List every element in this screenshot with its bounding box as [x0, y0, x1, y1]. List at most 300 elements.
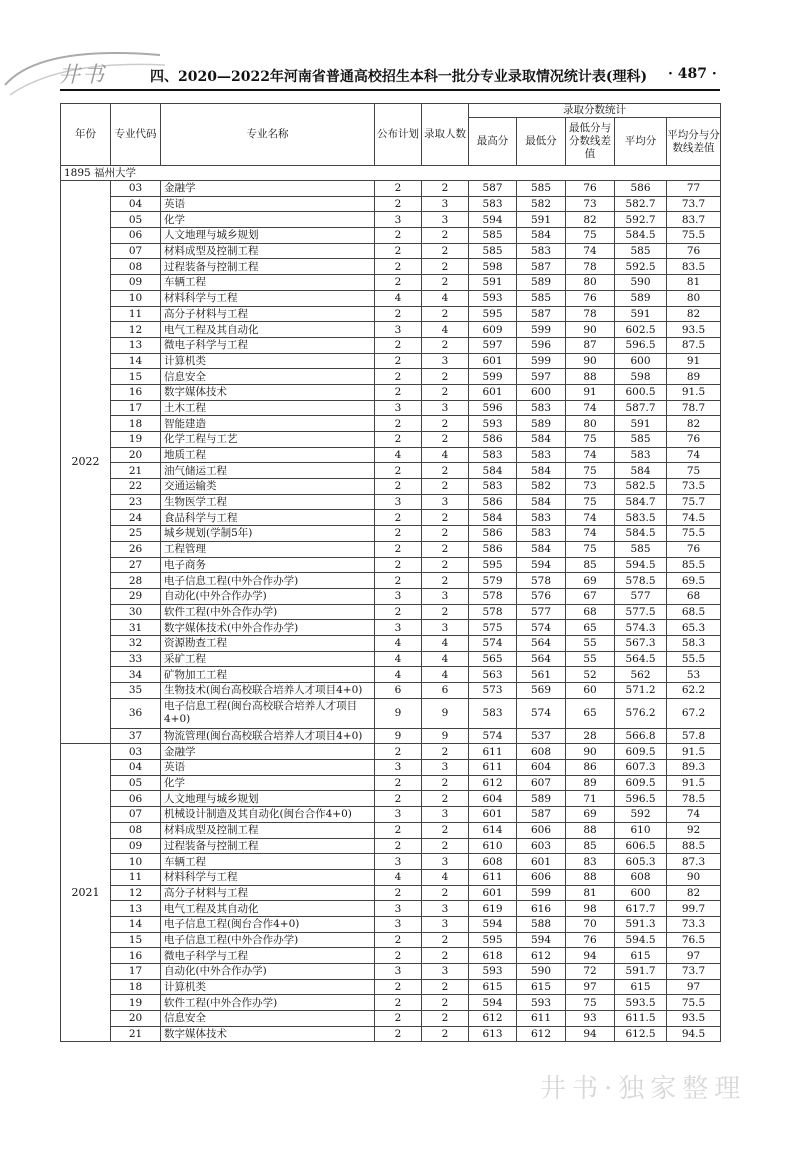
- cell-code: 15: [111, 369, 161, 385]
- cell-code: 37: [111, 728, 161, 744]
- cell-min: 612: [517, 948, 566, 964]
- cell-name: 数字媒体技术: [161, 1026, 375, 1042]
- cell-avg: 574.3: [615, 620, 667, 636]
- cell-name: 矿物加工工程: [161, 667, 375, 683]
- cell-name: 过程装备与控制工程: [161, 838, 375, 854]
- cell-name: 英语: [161, 760, 375, 776]
- cell-min-diff: 75: [566, 995, 615, 1011]
- table-row: [61, 510, 721, 526]
- table-row: [61, 1011, 721, 1027]
- cell-avg: 610: [615, 822, 667, 838]
- cell-min-diff: 76: [566, 290, 615, 306]
- cell-avg: 615: [615, 948, 667, 964]
- cell-avg-diff: 91: [667, 353, 721, 369]
- cell-max: 619: [469, 901, 517, 917]
- cell-code: 10: [111, 290, 161, 306]
- cell-plan: 2: [375, 573, 422, 589]
- table-row: [61, 995, 721, 1011]
- cell-plan: 3: [375, 901, 422, 917]
- cell-plan: 2: [375, 604, 422, 620]
- table-row: [61, 728, 721, 744]
- cell-admitted: 3: [422, 964, 469, 980]
- cell-avg-diff: 78.5: [667, 791, 721, 807]
- cell-avg: 600: [615, 353, 667, 369]
- year-cell: 2022: [61, 181, 111, 744]
- table-row: [61, 306, 721, 322]
- cell-avg: 584: [615, 463, 667, 479]
- cell-min: 574: [517, 620, 566, 636]
- cell-avg-diff: 76: [667, 432, 721, 448]
- cell-min: 597: [517, 369, 566, 385]
- cell-plan: 3: [375, 854, 422, 870]
- cell-avg: 583: [615, 447, 667, 463]
- cell-min: 589: [517, 275, 566, 291]
- cell-min: 589: [517, 416, 566, 432]
- cell-avg-diff: 75.7: [667, 494, 721, 510]
- cell-plan: 2: [375, 791, 422, 807]
- cell-max: 597: [469, 337, 517, 353]
- table-row: [61, 775, 721, 791]
- header-min: 最低分: [517, 118, 566, 166]
- cell-min-diff: 89: [566, 775, 615, 791]
- cell-code: 04: [111, 196, 161, 212]
- cell-admitted: 3: [422, 400, 469, 416]
- table-row: [61, 447, 721, 463]
- cell-plan: 3: [375, 588, 422, 604]
- cell-admitted: 2: [422, 243, 469, 259]
- cell-max: 604: [469, 791, 517, 807]
- cell-code: 25: [111, 526, 161, 542]
- cell-name: 高分子材料与工程: [161, 306, 375, 322]
- cell-min-diff: 78: [566, 259, 615, 275]
- cell-plan: 9: [375, 698, 422, 728]
- cell-min-diff: 90: [566, 322, 615, 338]
- table-row: [61, 557, 721, 573]
- cell-avg-diff: 81: [667, 275, 721, 291]
- cell-plan: 2: [375, 510, 422, 526]
- cell-name: 土木工程: [161, 400, 375, 416]
- cell-admitted: 2: [422, 744, 469, 760]
- admission-table: [60, 103, 721, 1042]
- cell-min-diff: 73: [566, 196, 615, 212]
- cell-avg-diff: 55.5: [667, 651, 721, 667]
- cell-name: 材料成型及控制工程: [161, 243, 375, 259]
- cell-plan: 3: [375, 620, 422, 636]
- cell-admitted: 3: [422, 854, 469, 870]
- cell-avg: 591: [615, 416, 667, 432]
- cell-min-diff: 74: [566, 447, 615, 463]
- cell-max: 611: [469, 869, 517, 885]
- cell-avg: 591: [615, 306, 667, 322]
- footer-watermark: 井书·独家整理: [540, 1074, 747, 1104]
- cell-name: 智能建造: [161, 416, 375, 432]
- cell-avg: 585: [615, 432, 667, 448]
- cell-max: 591: [469, 275, 517, 291]
- page-header: [0, 0, 800, 100]
- table-row: [61, 916, 721, 932]
- table-row: [61, 494, 721, 510]
- cell-min: 589: [517, 791, 566, 807]
- cell-max: 611: [469, 744, 517, 760]
- cell-max: 601: [469, 885, 517, 901]
- cell-avg: 608: [615, 869, 667, 885]
- cell-avg: 605.3: [615, 854, 667, 870]
- cell-admitted: 4: [422, 322, 469, 338]
- cell-code: 36: [111, 698, 161, 728]
- cell-min-diff: 85: [566, 838, 615, 854]
- cell-avg: 592: [615, 807, 667, 823]
- cell-max: 578: [469, 604, 517, 620]
- cell-min-diff: 88: [566, 369, 615, 385]
- table-row: [61, 337, 721, 353]
- header-name: 专业名称: [161, 104, 375, 166]
- cell-admitted: 2: [422, 932, 469, 948]
- cell-name: 信息安全: [161, 369, 375, 385]
- table-row: [61, 604, 721, 620]
- cell-plan: 4: [375, 447, 422, 463]
- cell-admitted: 2: [422, 337, 469, 353]
- cell-plan: 3: [375, 494, 422, 510]
- cell-min-diff: 72: [566, 964, 615, 980]
- cell-plan: 3: [375, 807, 422, 823]
- cell-avg-diff: 97: [667, 979, 721, 995]
- cell-code: 14: [111, 353, 161, 369]
- cell-name: 电子信息工程(中外合作办学): [161, 932, 375, 948]
- cell-avg: 567.3: [615, 635, 667, 651]
- cell-min: 576: [517, 588, 566, 604]
- cell-admitted: 2: [422, 510, 469, 526]
- cell-min: 582: [517, 479, 566, 495]
- cell-code: 21: [111, 1026, 161, 1042]
- cell-avg: 594.5: [615, 932, 667, 948]
- cell-plan: 2: [375, 775, 422, 791]
- cell-min: 603: [517, 838, 566, 854]
- cell-min-diff: 55: [566, 635, 615, 651]
- cell-code: 21: [111, 463, 161, 479]
- cell-admitted: 2: [422, 384, 469, 400]
- cell-min-diff: 80: [566, 275, 615, 291]
- table-row: [61, 196, 721, 212]
- cell-avg: 584.5: [615, 228, 667, 244]
- cell-name: 金融学: [161, 744, 375, 760]
- cell-name: 自动化(中外合作办学): [161, 964, 375, 980]
- cell-avg-diff: 76.5: [667, 932, 721, 948]
- cell-max: 610: [469, 838, 517, 854]
- cell-avg: 582.5: [615, 479, 667, 495]
- cell-min-diff: 90: [566, 353, 615, 369]
- cell-avg-diff: 82: [667, 306, 721, 322]
- cell-code: 03: [111, 744, 161, 760]
- cell-min-diff: 93: [566, 1011, 615, 1027]
- cell-max: 601: [469, 384, 517, 400]
- cell-min: 585: [517, 290, 566, 306]
- cell-avg: 602.5: [615, 322, 667, 338]
- table-row: [61, 322, 721, 338]
- cell-min-diff: 90: [566, 744, 615, 760]
- table-row: [61, 964, 721, 980]
- cell-avg: 615: [615, 979, 667, 995]
- cell-name: 车辆工程: [161, 275, 375, 291]
- cell-admitted: 2: [422, 275, 469, 291]
- cell-code: 32: [111, 635, 161, 651]
- cell-min: 569: [517, 683, 566, 699]
- cell-avg: 577.5: [615, 604, 667, 620]
- cell-avg-diff: 88.5: [667, 838, 721, 854]
- cell-min-diff: 67: [566, 588, 615, 604]
- cell-admitted: 4: [422, 651, 469, 667]
- cell-max: 583: [469, 479, 517, 495]
- cell-admitted: 2: [422, 1011, 469, 1027]
- cell-admitted: 2: [422, 557, 469, 573]
- cell-code: 30: [111, 604, 161, 620]
- cell-admitted: 6: [422, 683, 469, 699]
- table-row: [61, 526, 721, 542]
- cell-min: 583: [517, 447, 566, 463]
- cell-code: 28: [111, 573, 161, 589]
- cell-min: 587: [517, 306, 566, 322]
- cell-admitted: 2: [422, 948, 469, 964]
- cell-min: 584: [517, 432, 566, 448]
- cell-avg-diff: 87.3: [667, 854, 721, 870]
- cell-admitted: 2: [422, 775, 469, 791]
- cell-max: 586: [469, 541, 517, 557]
- cell-code: 29: [111, 588, 161, 604]
- cell-min: 599: [517, 322, 566, 338]
- cell-max: 563: [469, 667, 517, 683]
- cell-name: 数字媒体技术: [161, 384, 375, 400]
- cell-plan: 2: [375, 337, 422, 353]
- cell-admitted: 2: [422, 228, 469, 244]
- cell-min-diff: 71: [566, 791, 615, 807]
- cell-name: 自动化(中外合作办学): [161, 588, 375, 604]
- cell-name: 生物技术(闽台高校联合培养人才项目4+0): [161, 683, 375, 699]
- table-row: [61, 384, 721, 400]
- cell-admitted: 2: [422, 526, 469, 542]
- cell-max: 595: [469, 557, 517, 573]
- cell-avg-diff: 73.3: [667, 916, 721, 932]
- cell-max: 612: [469, 1011, 517, 1027]
- cell-avg-diff: 91.5: [667, 775, 721, 791]
- cell-max: 579: [469, 573, 517, 589]
- cell-avg: 589: [615, 290, 667, 306]
- cell-max: 594: [469, 212, 517, 228]
- cell-min-diff: 70: [566, 916, 615, 932]
- cell-name: 材料科学与工程: [161, 290, 375, 306]
- cell-avg-diff: 93.5: [667, 322, 721, 338]
- cell-code: 22: [111, 479, 161, 495]
- cell-plan: 2: [375, 243, 422, 259]
- cell-min: 582: [517, 196, 566, 212]
- cell-name: 高分子材料与工程: [161, 885, 375, 901]
- header-rule: [60, 89, 720, 91]
- cell-plan: 3: [375, 916, 422, 932]
- cell-avg-diff: 99.7: [667, 901, 721, 917]
- cell-name: 交通运输类: [161, 479, 375, 495]
- cell-plan: 2: [375, 1026, 422, 1042]
- cell-avg: 582.7: [615, 196, 667, 212]
- cell-min-diff: 65: [566, 698, 615, 728]
- cell-plan: 9: [375, 728, 422, 744]
- cell-min: 587: [517, 259, 566, 275]
- cell-name: 电子信息工程(中外合作办学): [161, 573, 375, 589]
- cell-name: 人文地理与城乡规划: [161, 791, 375, 807]
- cell-min: 591: [517, 212, 566, 228]
- cell-avg-diff: 97: [667, 948, 721, 964]
- cell-min: 600: [517, 384, 566, 400]
- cell-min: 593: [517, 995, 566, 1011]
- cell-avg-diff: 75.5: [667, 526, 721, 542]
- cell-max: 612: [469, 775, 517, 791]
- cell-min: 594: [517, 557, 566, 573]
- cell-min: 585: [517, 181, 566, 197]
- cell-code: 20: [111, 1011, 161, 1027]
- cell-name: 油气储运工程: [161, 463, 375, 479]
- table-row: [61, 651, 721, 667]
- cell-name: 机械设计制造及其自动化(闽台合作4+0): [161, 807, 375, 823]
- cell-name: 电子商务: [161, 557, 375, 573]
- cell-min-diff: 55: [566, 651, 615, 667]
- cell-plan: 4: [375, 869, 422, 885]
- cell-min-diff: 88: [566, 869, 615, 885]
- cell-avg-diff: 82: [667, 885, 721, 901]
- cell-name: 化学: [161, 212, 375, 228]
- cell-min-diff: 75: [566, 463, 615, 479]
- cell-max: 565: [469, 651, 517, 667]
- cell-code: 09: [111, 275, 161, 291]
- cell-name: 电气工程及其自动化: [161, 322, 375, 338]
- table-row: [61, 683, 721, 699]
- cell-min: 564: [517, 651, 566, 667]
- cell-avg-diff: 85.5: [667, 557, 721, 573]
- cell-min-diff: 69: [566, 807, 615, 823]
- cell-plan: 2: [375, 306, 422, 322]
- cell-name: 采矿工程: [161, 651, 375, 667]
- cell-avg-diff: 65.3: [667, 620, 721, 636]
- cell-name: 数字媒体技术(中外合作办学): [161, 620, 375, 636]
- cell-max: 598: [469, 259, 517, 275]
- cell-min: 574: [517, 698, 566, 728]
- cell-avg: 593.5: [615, 995, 667, 1011]
- cell-min: 594: [517, 932, 566, 948]
- cell-max: 601: [469, 353, 517, 369]
- cell-admitted: 2: [422, 979, 469, 995]
- cell-plan: 2: [375, 463, 422, 479]
- cell-plan: 2: [375, 259, 422, 275]
- table-row: [61, 463, 721, 479]
- cell-name: 金融学: [161, 181, 375, 197]
- cell-plan: 2: [375, 196, 422, 212]
- cell-avg: 571.2: [615, 683, 667, 699]
- cell-avg-diff: 89.3: [667, 760, 721, 776]
- cell-min: 588: [517, 916, 566, 932]
- cell-max: 596: [469, 400, 517, 416]
- cell-code: 27: [111, 557, 161, 573]
- cell-name: 材料成型及控制工程: [161, 822, 375, 838]
- cell-max: 595: [469, 932, 517, 948]
- cell-admitted: 3: [422, 212, 469, 228]
- cell-min-diff: 94: [566, 948, 615, 964]
- cell-avg: 612.5: [615, 1026, 667, 1042]
- cell-plan: 2: [375, 479, 422, 495]
- cell-avg: 598: [615, 369, 667, 385]
- table-row: [61, 698, 721, 728]
- header-year: 年份: [61, 104, 111, 166]
- cell-code: 03: [111, 181, 161, 197]
- cell-min-diff: 87: [566, 337, 615, 353]
- cell-code: 18: [111, 416, 161, 432]
- cell-min-diff: 83: [566, 854, 615, 870]
- cell-min-diff: 76: [566, 181, 615, 197]
- cell-avg-diff: 80: [667, 290, 721, 306]
- cell-name: 城乡规划(学制5年): [161, 526, 375, 542]
- cell-admitted: 3: [422, 494, 469, 510]
- cell-min-diff: 86: [566, 760, 615, 776]
- cell-admitted: 4: [422, 447, 469, 463]
- cell-min: 596: [517, 337, 566, 353]
- table-row: [61, 416, 721, 432]
- cell-plan: 2: [375, 541, 422, 557]
- cell-admitted: 2: [422, 479, 469, 495]
- cell-admitted: 2: [422, 306, 469, 322]
- cell-max: 583: [469, 698, 517, 728]
- cell-name: 资源勘查工程: [161, 635, 375, 651]
- cell-name: 食品科学与工程: [161, 510, 375, 526]
- cell-avg-diff: 75.5: [667, 228, 721, 244]
- cell-min: 616: [517, 901, 566, 917]
- cell-plan: 2: [375, 932, 422, 948]
- header-plan: 公布计划: [375, 104, 422, 166]
- table-row: [61, 760, 721, 776]
- cell-admitted: 9: [422, 728, 469, 744]
- cell-admitted: 2: [422, 369, 469, 385]
- cell-min: 584: [517, 463, 566, 479]
- cell-code: 04: [111, 760, 161, 776]
- cell-admitted: 3: [422, 916, 469, 932]
- cell-code: 08: [111, 259, 161, 275]
- table-row: [61, 228, 721, 244]
- cell-code: 08: [111, 822, 161, 838]
- cell-min: 584: [517, 228, 566, 244]
- cell-avg-diff: 83.7: [667, 212, 721, 228]
- cell-max: 587: [469, 181, 517, 197]
- table-row: [61, 588, 721, 604]
- cell-avg-diff: 77: [667, 181, 721, 197]
- cell-avg: 592.5: [615, 259, 667, 275]
- table-row: [61, 400, 721, 416]
- cell-min: 606: [517, 869, 566, 885]
- cell-min: 599: [517, 885, 566, 901]
- cell-code: 31: [111, 620, 161, 636]
- cell-avg-diff: 73.7: [667, 964, 721, 980]
- table-row: [61, 479, 721, 495]
- cell-name: 信息安全: [161, 1011, 375, 1027]
- cell-min-diff: 69: [566, 573, 615, 589]
- table-row: [61, 744, 721, 760]
- cell-admitted: 3: [422, 807, 469, 823]
- cell-plan: 3: [375, 760, 422, 776]
- cell-admitted: 2: [422, 838, 469, 854]
- cell-max: 594: [469, 995, 517, 1011]
- cell-min: 590: [517, 964, 566, 980]
- table-row: [61, 979, 721, 995]
- header-max: 最高分: [469, 118, 517, 166]
- cell-name: 化学: [161, 775, 375, 791]
- cell-avg: 577: [615, 588, 667, 604]
- cell-plan: 2: [375, 557, 422, 573]
- cell-admitted: 3: [422, 620, 469, 636]
- cell-name: 车辆工程: [161, 854, 375, 870]
- cell-avg: 609.5: [615, 744, 667, 760]
